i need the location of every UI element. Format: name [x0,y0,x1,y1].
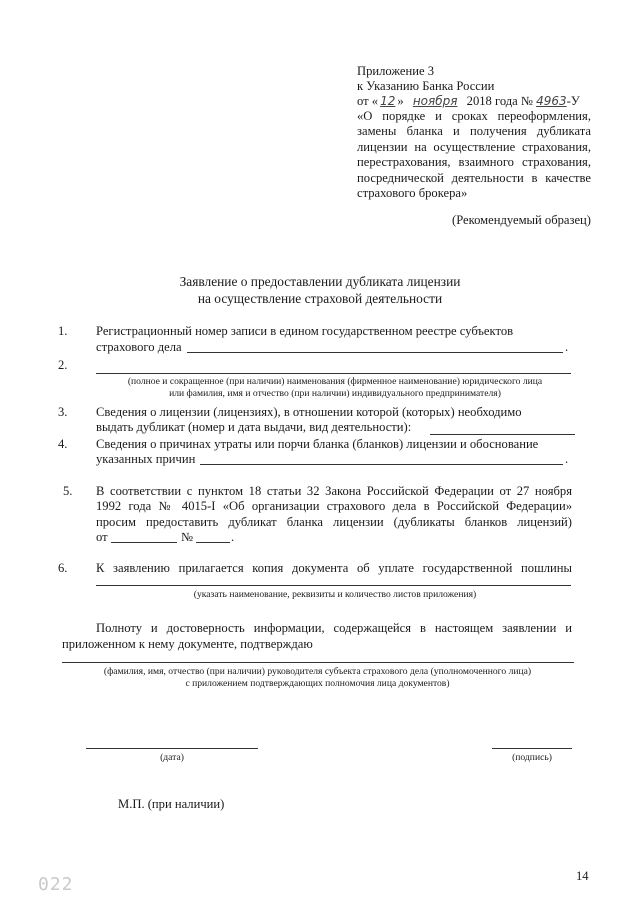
item-number: 2. [58,358,68,372]
item5-from: от [96,530,108,544]
item6-fill-line[interactable] [96,585,571,586]
date-prefix: от « [357,94,379,108]
item5-end: . [231,530,235,544]
confirm-note2: с приложением подтверждающих полномочия лица документов) [185,678,450,689]
item-number: 6. [58,561,68,575]
item4-end: . [565,452,569,466]
date-line[interactable] [86,748,258,749]
item3-fill-line[interactable] [430,434,575,435]
signature-line[interactable] [492,748,572,749]
item6-line1: К заявлению прилагается копия документа об уплате государственной пошлины [96,561,572,575]
item1-fill-line[interactable] [187,352,563,353]
page-number: 14 [576,869,589,883]
document-title-line2: на осуществление страховой деятельности [197,291,443,306]
item6-note: (указать наименование, реквизиты и количество листов приложения) [193,589,477,600]
item-number: 3. [58,405,68,419]
item-number: 1. [58,324,68,338]
handwritten-number: 4963 [536,94,567,108]
appendix-title-line: страхового брокера» [357,186,468,201]
item-number: 5. [63,484,73,498]
handwritten-month: ноября [412,94,458,108]
item5-line1: В соответствии с пунктом 18 статьи 32 Закона Российской Федерации от 27 ноября [96,484,572,498]
document-title-line1: Заявление о предоставлении дубликата лицензии [179,274,461,289]
appendix-date [357,94,580,109]
appendix-title-line: «О порядке и сроках переоформления, [357,109,591,123]
appendix-line1: Приложение 3 [357,64,435,78]
handwritten-day: 12 [380,94,396,108]
item1-line1: Регистрационный номер записи в едином государственном реестре субъектов [96,324,514,338]
appendix-title [357,109,591,201]
stamp-label: М.П. (при наличии) [118,797,225,811]
item1-end: . [565,340,569,354]
confirm-line1: Полноту и достоверность информации, содержащейся в настоящем заявлении и [96,621,572,635]
number-suffix: -У [566,94,580,108]
appendix-title-line: лицензии на осуществление страхования, [357,139,591,154]
date-mid: » [397,94,404,108]
item5-line3: просим предоставить дубликат бланка лицензии (дубликаты бланков лицензий) [96,514,572,529]
appendix-title-line: перестрахования, взаимного страхования, [357,155,591,170]
item5-number-line[interactable] [196,542,230,543]
item2-note1: (полное и сокращенное (при наличии) наименования (фирменное наименование) юридического лица [127,376,543,387]
date-label: (дата) [160,752,184,763]
confirm-line2: приложенном к нему документе, подтверждаю [62,637,313,651]
item5-no: № [181,530,194,544]
signature-label: (подпись) [512,752,552,763]
recommended-sample: (Рекомендуемый образец) [452,213,591,227]
corner-mark: 022 [38,874,74,895]
confirm-fill-line[interactable] [62,662,574,663]
item-number: 4. [58,437,68,451]
item4-line2: указанных причин [96,452,196,466]
item5-date-line[interactable] [111,542,177,543]
item2-note2: или фамилия, имя и отчество (при наличии) индивидуального предпринимателя) [169,388,501,399]
item3-line1: Сведения о лицензии (лицензиях), в отношении которой (которых) необходимо [96,405,522,419]
item4-fill-line[interactable] [200,464,563,465]
item5-line2: 1992 года № 4015-I «Об организации страхового дела в Российской Федерации» [96,499,572,514]
item2-fill-line[interactable] [96,373,571,374]
appendix-line2: к Указанию Банка России [357,79,495,93]
item4-line1: Сведения о причинах утраты или порчи бланка (бланков) лицензии и обоснование [96,437,539,451]
item1-line2: страхового дела [96,340,182,354]
appendix-title-line: замены бланка и получения дубликата [357,124,591,139]
item6-text [96,561,572,576]
item3-line2: выдать дубликат (номер и дата выдачи, вид деятельности): [96,420,412,434]
appendix-title-line: посреднической деятельности в качестве [357,170,591,185]
confirm-note1: (фамилия, имя, отчество (при наличии) руководителя субъекта страхового дела (уполномоченного лица) [103,666,532,677]
confirm-line1-wrap [96,621,572,636]
year-text: 2018 года № [466,94,533,108]
item5-text [96,484,572,530]
